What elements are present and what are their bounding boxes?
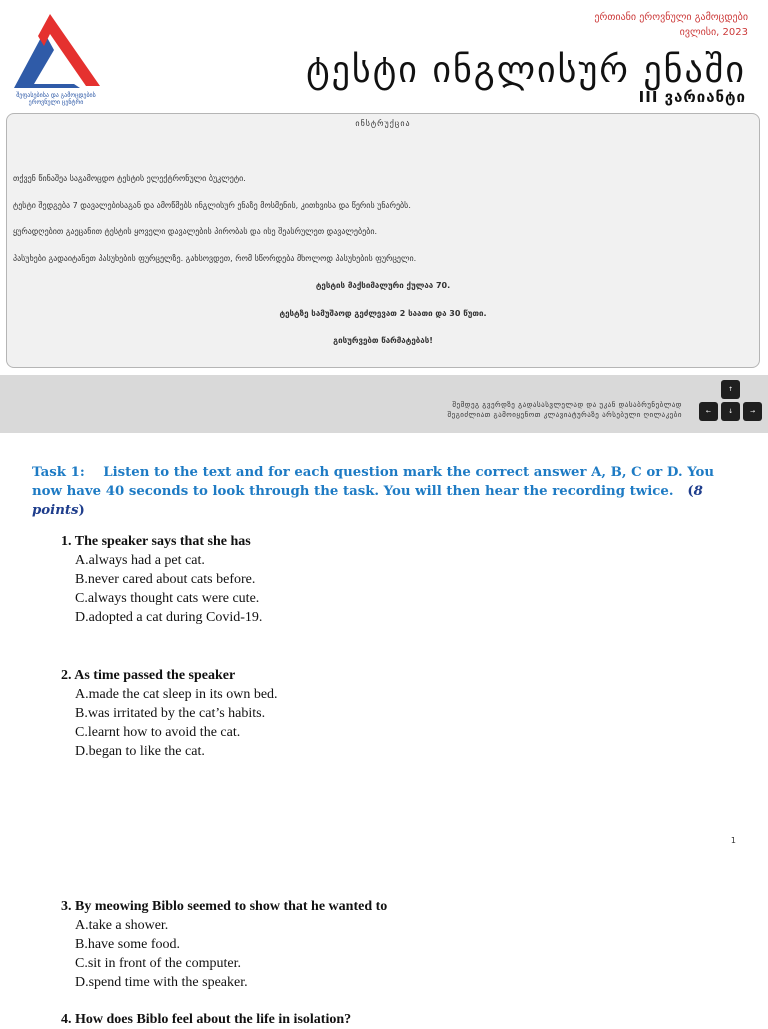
duration: ტესტზე სამუშაოდ გეძლევათ 2 საათი და 30 წუთი. [279,309,487,318]
instruction-line: ყურადღებით გაეცანით ტესტის ყოველი დავალების პირობას და ისე შეასრულეთ დავალებები. [13,227,378,236]
question-3 [61,897,387,992]
answer-option: C.sit in front of the computer. [75,956,242,971]
answer-option: B.have some food. [75,937,180,952]
navigation-hint-line2: შეგიძლიათ გამოიყენოთ კლავიატურაზე არსებული ღილაკები [447,411,682,419]
task-instructions: Task 1: Listen to the text and for each question mark the correct answer A, B, C or D. You now have 40 seconds to look through the task. You will then hear the recording twice. (8 points) [32,465,715,518]
answer-option: B.never cared about cats before. [75,572,256,587]
question-1 [61,532,262,627]
arrow-left-key[interactable]: ← [699,402,718,421]
answer-option: C.always thought cats were cute. [75,591,260,606]
answer-option: D.spend time with the speaker. [75,975,248,990]
instruction-line: თქვენ წინაშეა საგამოცდო ტესტის ელექტრონული ბუკლეტი. [13,174,246,183]
answer-option: D.adopted a cat during Covid-19. [75,610,263,625]
arrow-right-key[interactable]: → [743,402,762,421]
good-luck: გისურვებთ წარმატებას! [333,336,433,345]
navigation-hint-line1: შემდეგ გვერდზე გადასასვლელად და უკან დასაბრუნებლად [452,401,682,409]
page-number: 1 [730,836,736,845]
logo-text-line2: ეროვნული ცენტრი [28,99,84,106]
navigation-band [0,375,768,433]
answer-option: A.made the cat sleep in its own bed. [75,687,278,702]
exam-org: ერთიანი ეროვნული გამოცდები [594,12,748,23]
question-2 [61,666,278,761]
task-text: Listen to the text and for each question mark the correct answer A, B, C or D. You now have 40 seconds to look through the task. You will then hear the recording twice. [32,465,715,499]
question-stem: 2. As time passed the speaker [61,668,236,683]
page-title: ტესტი ინგლისურ ენაში [306,50,746,91]
answer-option: A.always had a pet cat. [75,553,205,568]
instruction-line: ტესტი შედგება 7 დავალებისაგან და ამოწმებს ინგლისურ ენაზე მოსმენის, კითხვისა და წერის უნარებს. [13,201,411,210]
answer-option: B.was irritated by the cat’s habits. [75,706,266,721]
logo [10,10,102,106]
instructions-box [6,113,760,368]
answer-option: D.began to like the cat. [75,744,205,759]
exam-date: ივლისი, 2023 [679,27,748,38]
logo-text [10,92,102,106]
task-points: 8 points [32,484,703,518]
navigation-hint [448,400,682,420]
logo-text-line1: შეფასებისა და გამოცდების [16,92,96,99]
question-stem: 3. By meowing Biblo seemed to show that he wanted to [61,899,388,914]
answer-option: A.take a shower. [75,918,169,933]
question-stem: 4. How does Biblo feel about the life in isolation? [61,1012,352,1027]
task-label: Task 1: [32,465,85,480]
logo-mark-icon [10,10,102,90]
question-4 [61,1010,351,1029]
question-stem: 1. The speaker says that she has [61,534,251,549]
max-score: ტესტის მაქსიმალური ქულაა 70. [315,281,451,290]
arrow-down-key[interactable]: ↓ [721,402,740,421]
exam-info [594,10,748,40]
instructions-heading: ინსტრუქცია [355,119,411,128]
arrow-up-key[interactable]: ↑ [721,380,740,399]
instruction-line: პასუხები გადაიტანეთ პასუხების ფურცელზე. გახსოვდეთ, რომ სწორდება მხოლოდ პასუხების ფურცელი. [13,254,417,263]
answer-option: C.learnt how to avoid the cat. [75,725,241,740]
variant-label: III ვარიანტი [638,88,746,106]
